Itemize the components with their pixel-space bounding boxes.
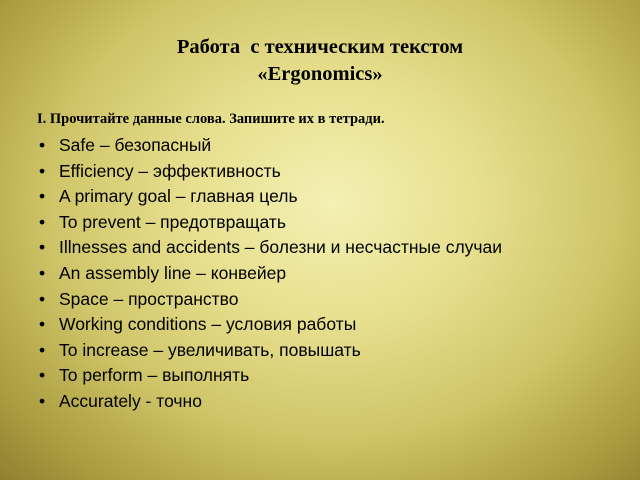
list-item (37, 134, 597, 156)
vocab-entry: To prevent – предотвращать (59, 211, 286, 232)
task-instruction: I. Прочитайте данные слова. Запишите их в тетради. (37, 111, 385, 127)
bullet-icon: • (39, 160, 46, 181)
bullet-icon: • (39, 237, 46, 258)
list-item (37, 313, 597, 335)
bullet-icon: • (39, 211, 46, 232)
vocab-entry: An assembly line – конвейер (59, 262, 287, 283)
bullet-icon: • (39, 314, 46, 335)
bullet-icon: • (39, 262, 46, 283)
list-item (37, 211, 597, 233)
vocab-entry: Illnesses and accidents – болезни и несчастные случаи (59, 237, 503, 258)
vocabulary-list (37, 134, 597, 416)
list-item (37, 339, 597, 361)
vocab-entry: To perform – выполнять (59, 365, 250, 386)
list-item (37, 364, 597, 386)
bullet-icon: • (39, 365, 46, 386)
vocab-entry: Safe – безопасный (59, 135, 212, 155)
vocab-entry: Working conditions – условия работы (59, 314, 357, 335)
slide-title-line-2: «Ergonomics» (257, 63, 383, 85)
slide-title-line-1: Работа с техническим текстом (176, 36, 464, 58)
list-item (37, 288, 597, 310)
bullet-icon: • (39, 288, 46, 309)
list-item (37, 390, 597, 412)
list-item (37, 160, 597, 182)
vocab-entry: Space – пространство (59, 288, 239, 309)
vocab-entry: Accurately - точно (59, 390, 202, 411)
bullet-icon: • (39, 339, 46, 360)
vocab-entry: To increase – увеличивать, повышать (59, 339, 361, 360)
bullet-icon: • (39, 135, 46, 155)
list-item (37, 236, 597, 258)
vocab-entry: Efficiency – эффективность (59, 160, 281, 181)
slide-title (0, 34, 640, 88)
bullet-icon: • (39, 390, 46, 411)
list-item (37, 262, 597, 284)
vocab-entry: A primary goal – главная цель (59, 186, 298, 207)
bullet-icon: • (39, 186, 46, 207)
list-item (37, 185, 597, 207)
